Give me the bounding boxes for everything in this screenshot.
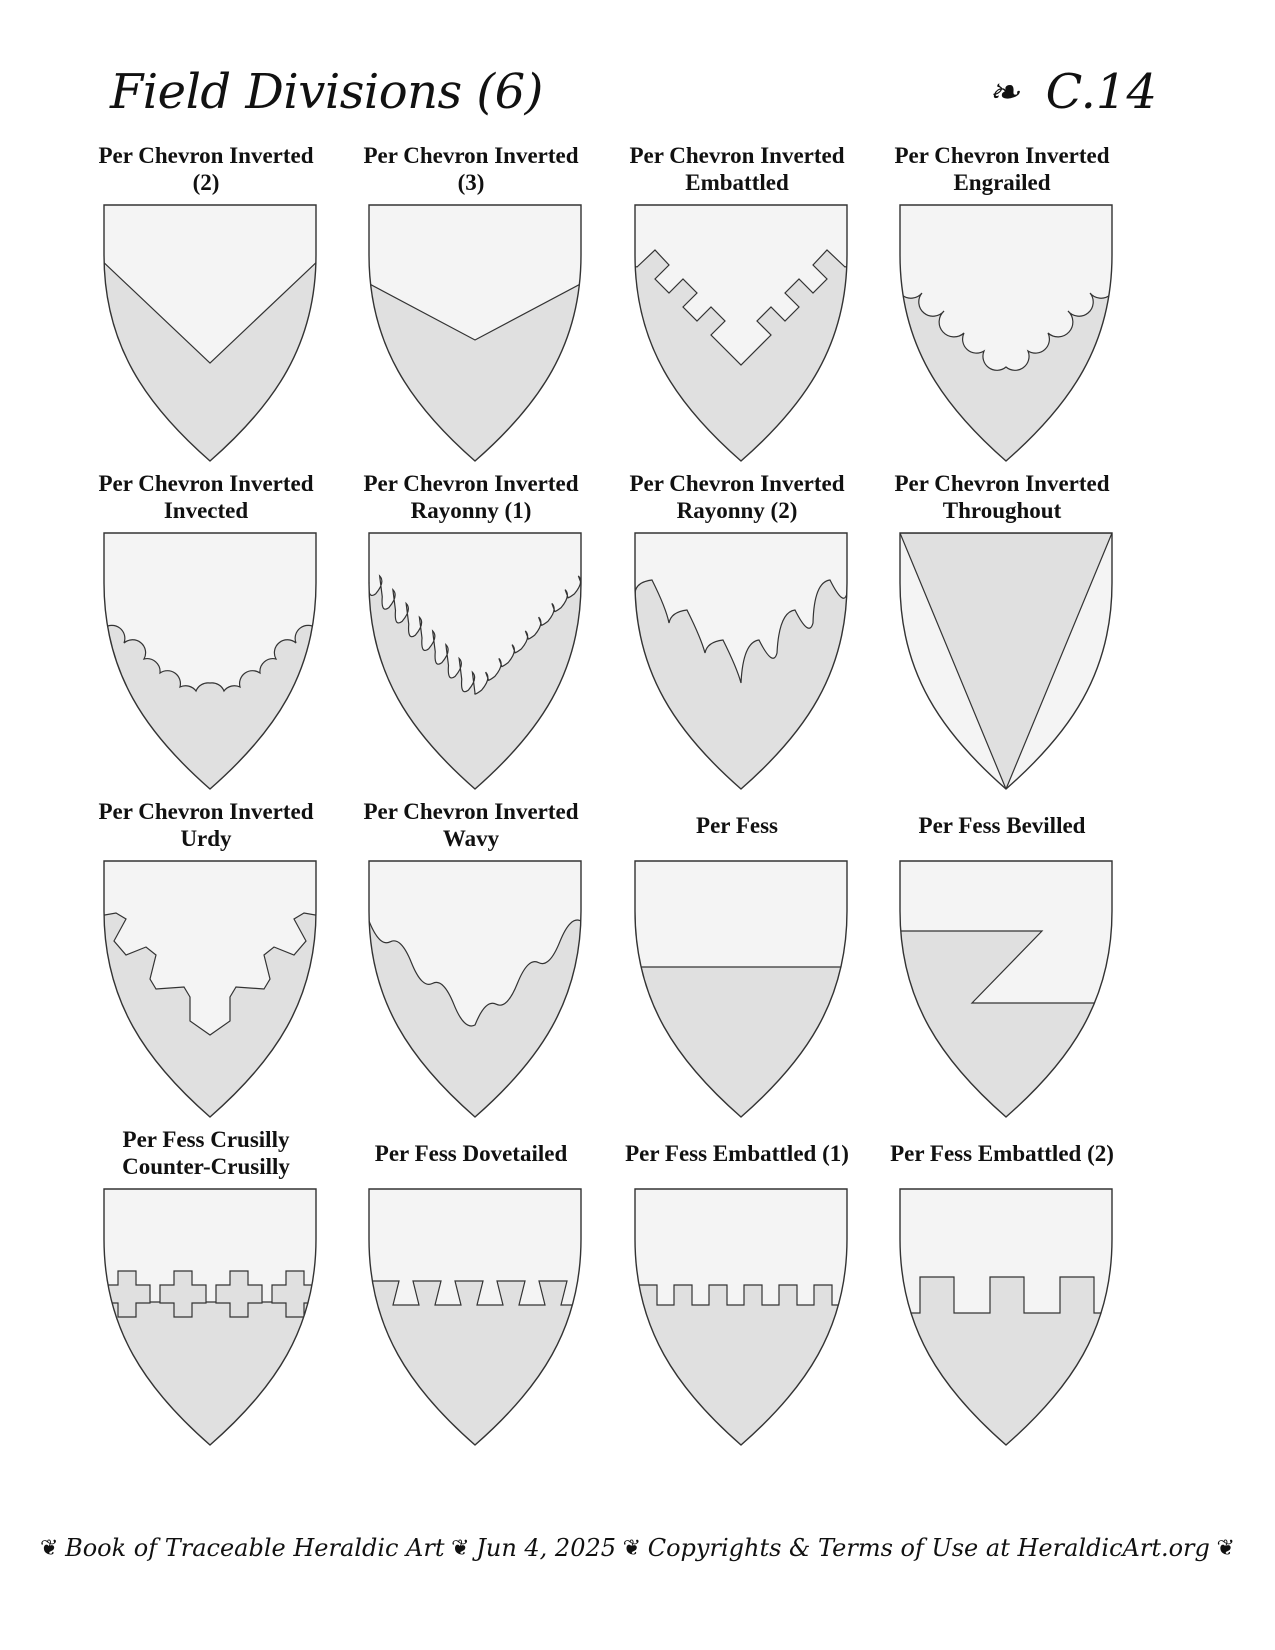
footer — [40, 1528, 1235, 1568]
shield-label-line: (2) — [192, 170, 220, 195]
shield-fess-crusilly — [103, 1188, 317, 1446]
fleuron-icon: ❦ — [40, 1535, 59, 1561]
shield-fess-embattled-2 — [899, 1188, 1113, 1446]
shield-label-line: Per Chevron Inverted — [98, 143, 314, 168]
shield-label-line: Per Chevron Inverted — [363, 471, 579, 496]
shield-label-line: Per Fess Embattled (2) — [890, 1141, 1114, 1166]
shield-label — [333, 470, 609, 524]
shield-label — [599, 812, 875, 839]
shield-label-line: Embattled — [685, 170, 789, 195]
shield-label-line: Urdy — [180, 826, 232, 851]
shield-chevron-inverted-throughout — [899, 532, 1113, 790]
shield-label-line: Engrailed — [953, 170, 1051, 195]
shield-chevron-inverted-rayonny-2 — [634, 532, 848, 790]
shield-label-line: Throughout — [942, 498, 1062, 523]
shield-label — [333, 1140, 609, 1167]
shield-label-line: Rayonny (2) — [676, 498, 798, 523]
shield-fess-dovetailed — [368, 1188, 582, 1446]
shield-label-line: Per Chevron Inverted — [98, 471, 314, 496]
shield-label-line: Per Chevron Inverted — [629, 471, 845, 496]
fleuron-icon: ❦ — [451, 1535, 470, 1561]
shield-division — [634, 967, 848, 1118]
shield-chevron-inverted-embattled — [634, 204, 848, 462]
shield-label — [68, 470, 344, 524]
shield-label-line: Per Chevron Inverted — [98, 799, 314, 824]
shield-label — [599, 1140, 875, 1167]
shield-label-line: Per Fess Embattled (1) — [625, 1141, 849, 1166]
shield-division — [368, 1281, 582, 1446]
footer-date: Jun 4, 2025 — [476, 1534, 617, 1562]
shield-label — [68, 798, 344, 852]
shield-label — [864, 142, 1140, 196]
page-code: C.14 — [1045, 64, 1157, 120]
footer-copyright: Copyrights & Terms of Use at HeraldicArt.org — [647, 1534, 1210, 1562]
shield-label-line: Per Chevron Inverted — [894, 143, 1110, 168]
fleuron-icon: ❧ — [987, 70, 1020, 114]
shield-label-line: Per Fess Bevilled — [918, 813, 1086, 838]
shield-division — [103, 1302, 317, 1446]
shield-chevron-inverted-engrailed — [899, 204, 1113, 462]
shield-label-line: (3) — [457, 170, 485, 195]
shield-chevron-inverted-3 — [368, 204, 582, 462]
shield-division — [634, 1285, 848, 1446]
shield-label — [333, 798, 609, 852]
shield-label-line: Per Chevron Inverted — [629, 143, 845, 168]
shield-chevron-inverted-rayonny-1 — [368, 532, 582, 790]
shield-label — [864, 1140, 1140, 1167]
shield-label-line: Rayonny (1) — [410, 498, 532, 523]
shield-label-line: Wavy — [442, 826, 500, 851]
shield-label-line: Per Chevron Inverted — [363, 143, 579, 168]
shield-label-line: Counter-Crusilly — [122, 1154, 290, 1179]
shield-label — [864, 812, 1140, 839]
shield-label-line: Per Chevron Inverted — [363, 799, 579, 824]
shield-label-line: Per Fess — [696, 813, 778, 838]
shield-label — [599, 470, 875, 524]
shield-chevron-inverted-invected — [103, 532, 317, 790]
shield-chevron-inverted-2 — [103, 204, 317, 462]
shield-label — [599, 142, 875, 196]
shield-label-line: Invected — [163, 498, 249, 523]
shield-label-line: Per Chevron Inverted — [894, 471, 1110, 496]
shield-chevron-inverted-wavy — [368, 860, 582, 1118]
shield-label — [864, 470, 1140, 524]
shield-fess-embattled-1 — [634, 1188, 848, 1446]
fleuron-icon: ❦ — [1216, 1535, 1235, 1561]
shield-label — [68, 142, 344, 196]
shield-chevron-inverted-urdy — [103, 860, 317, 1118]
shield-division — [899, 1277, 1113, 1446]
shield-label-line: Per Fess Dovetailed — [374, 1141, 568, 1166]
shield-label — [333, 142, 609, 196]
footer-book-title: Book of Traceable Heraldic Art — [65, 1534, 445, 1562]
shield-label-line: Per Fess Crusilly — [122, 1127, 290, 1152]
shield-label — [68, 1126, 344, 1180]
shield-fess-bevilled — [899, 860, 1113, 1118]
shield-fess — [634, 860, 848, 1118]
fleuron-icon: ❦ — [622, 1535, 642, 1561]
page-title: Field Divisions (6) — [110, 64, 543, 120]
